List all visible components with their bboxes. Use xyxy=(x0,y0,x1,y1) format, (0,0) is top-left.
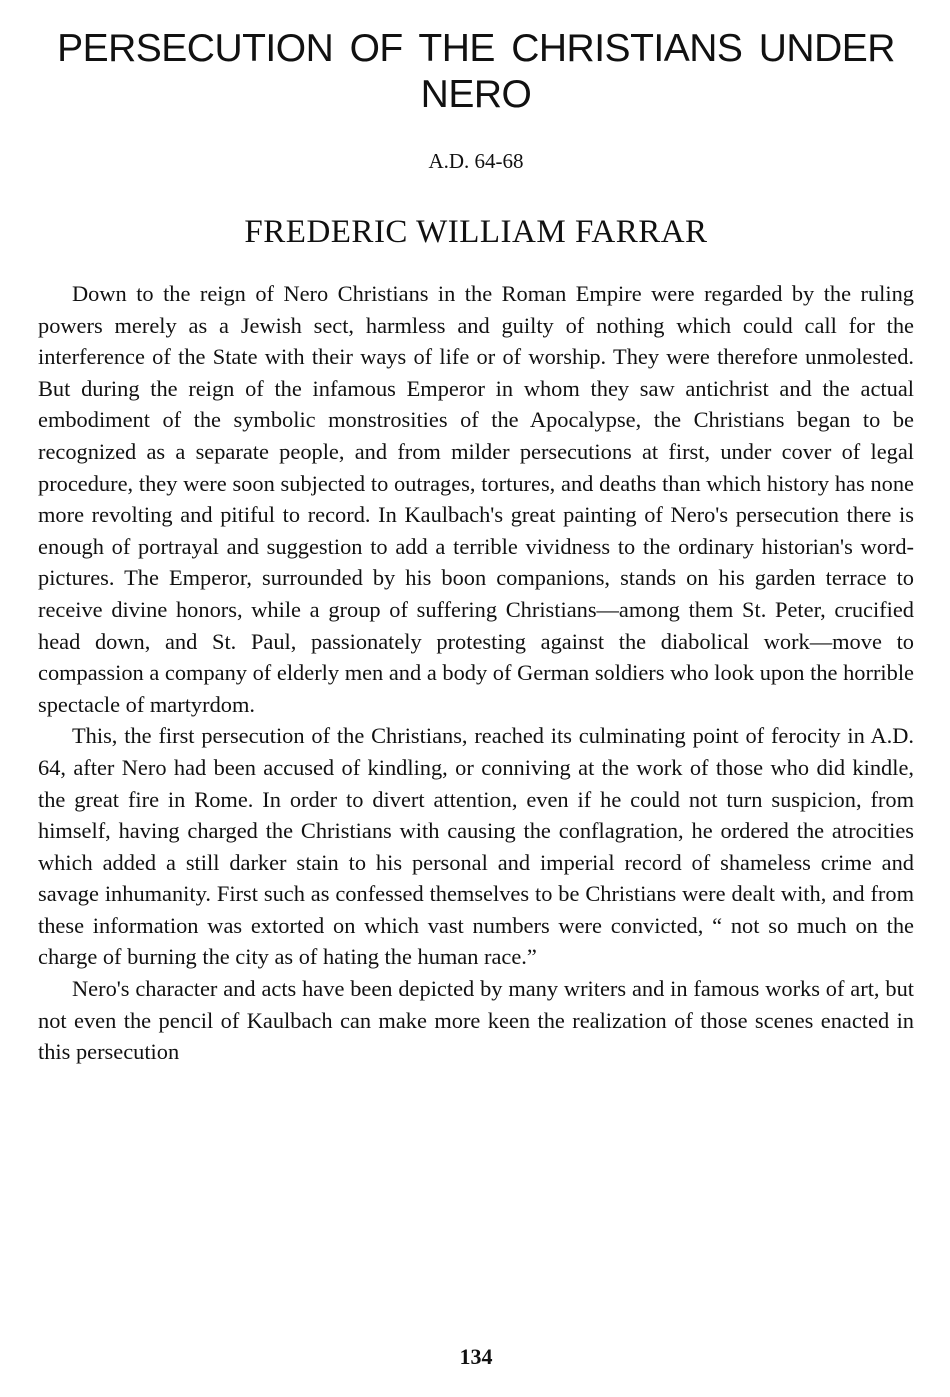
page-number: 134 xyxy=(459,1344,493,1369)
author-name: FREDERIC WILLIAM FARRAR xyxy=(244,214,708,250)
body-text xyxy=(38,278,914,1068)
book-page xyxy=(38,26,914,1376)
chapter-date: A.D. 64-68 xyxy=(428,149,524,173)
paragraph: Nero's character and acts have been depicted by many writers and in famous works of art, but not even the pencil of Kaulbach can make more keen the realization of those scenes enacted in this persecution xyxy=(38,976,914,1065)
chapter-title: PERSECUTION OF THE CHRISTIANS UNDER NERO xyxy=(57,27,895,116)
paragraph: This, the first persecution of the Christians, reached its culminating point of ferocity in A.D. 64, after Nero had been accused of kindling, or conniving at the work of those who did kindle, the great fire in Rome. In order to divert attention, even if he could not turn suspicion, from himself, having charged the Christians with causing the conflagration, he ordered the atrocities which added a still darker stain to his personal and imperial record of shameless crime and savage inhumanity. First such as confessed themselves to be Christians were dealt with, and from these information was extorted on which vast numbers were convicted, “ not so much on the charge of burning the city as of hating the human race.” xyxy=(38,723,914,970)
paragraph: Down to the reign of Nero Christians in the Roman Empire were regarded by the ruling powers merely as a Jewish sect, harmless and guilty of nothing which could call for the interference of the State with their ways of life or of worship. They were therefore unmolested. But during the reign of the infamous Emperor in whom they saw antichrist and the actual embodiment of the symbolic monstrosities of the Apocalypse, the Christians began to be recognized as a separate people, and from milder persecutions at first, under cover of legal procedure, they were soon subjected to outrages, tortures, and deaths than which history has none more revolting and pitiful to record. In Kaulbach's great painting of Nero's persecution there is enough of portrayal and suggestion to add a terrible vividness to the ordinary historian's word-pictures. The Emperor, surrounded by his boon companions, stands on his garden terrace to receive divine honors, while a group of suffering Christians—among them St. Peter, crucified head down, and St. Paul, passionately protesting against the diabolical work—move to compassion a company of elderly men and a body of German soldiers who look upon the horrible spectacle of martyrdom. xyxy=(38,281,914,717)
